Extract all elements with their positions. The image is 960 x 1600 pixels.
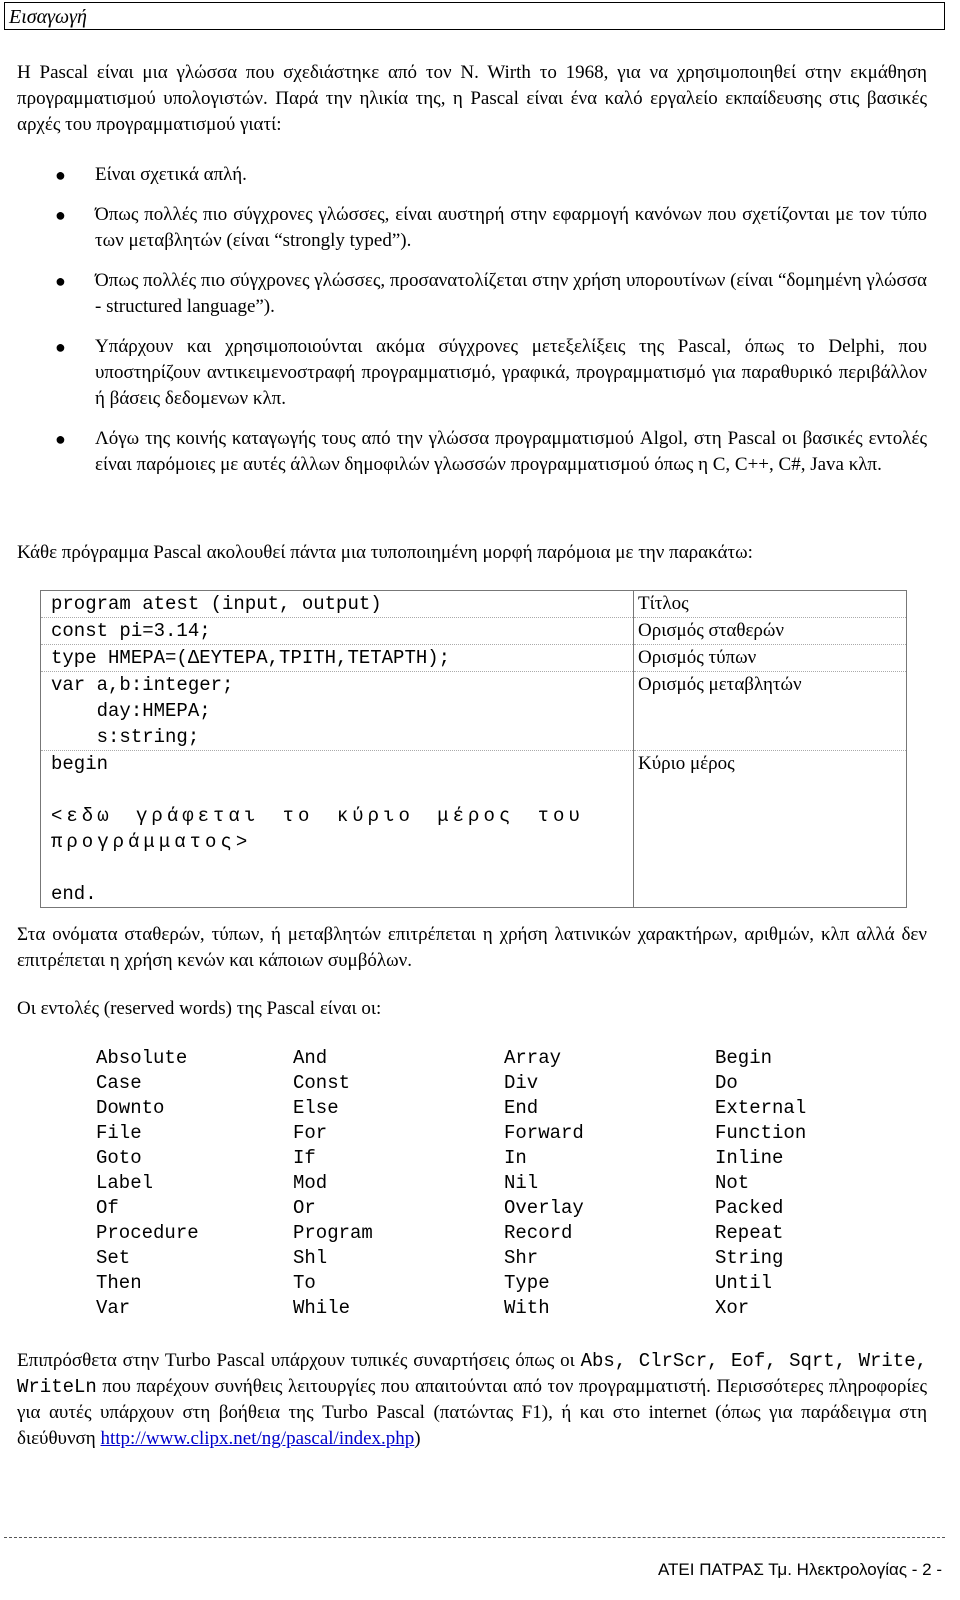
reserved-word: External xyxy=(715,1097,807,1119)
reserved-words-row xyxy=(96,1071,916,1096)
reserved-words-row xyxy=(96,1246,916,1271)
code-line-end: end. xyxy=(51,883,97,905)
reserved-word: Const xyxy=(293,1072,351,1094)
reserved-word: Goto xyxy=(96,1147,142,1169)
reserved-word: Forward xyxy=(504,1122,584,1144)
reserved-word: With xyxy=(504,1297,550,1319)
reserved-word: Downto xyxy=(96,1097,165,1119)
reserved-words-intro: Οι εντολές (reserved words) της Pascal είναι οι: xyxy=(17,998,382,1019)
program-template-table xyxy=(40,590,907,908)
reserved-word: Absolute xyxy=(96,1047,188,1069)
section-header xyxy=(4,2,945,30)
bullet-icon: ● xyxy=(55,337,66,357)
label-types: Ορισμός τύπων xyxy=(634,645,906,672)
reserved-words-row xyxy=(96,1196,916,1221)
reserved-words-row xyxy=(96,1096,916,1121)
code-line-main-comment: <εδω γράφεται το κύριο μέρος του προγράμματος> xyxy=(51,805,584,853)
reserved-word: Div xyxy=(504,1072,539,1094)
reserved-word: Else xyxy=(293,1097,339,1119)
reserved-word: And xyxy=(293,1047,328,1069)
reserved-word: While xyxy=(293,1297,351,1319)
features-list xyxy=(17,162,927,492)
reserved-word: If xyxy=(293,1147,316,1169)
footer-divider xyxy=(4,1537,945,1538)
code-line-type: type ΗΜΕΡΑ=(ΔΕΥΤΕΡΑ,ΤΡΙΤΗ,ΤΕΤΑΡΤΗ); xyxy=(41,645,633,672)
code-line-blank xyxy=(41,855,633,881)
code-line-day: day:ΗΜΕΡΑ; xyxy=(51,700,211,722)
extra-text-1: Επιπρόσθετα στην Turbo Pascal υπάρχουν τυπικές συναρτήσεις όπως οι xyxy=(17,1350,575,1371)
reserved-words-row xyxy=(96,1146,916,1171)
reserved-word: Program xyxy=(293,1222,373,1244)
reserved-word: Type xyxy=(504,1272,550,1294)
reserved-word: Record xyxy=(504,1222,573,1244)
reserved-word: To xyxy=(293,1272,316,1294)
reserved-word: Mod xyxy=(293,1172,328,1194)
reserved-word: Of xyxy=(96,1197,119,1219)
reserved-word: Repeat xyxy=(715,1222,784,1244)
reserved-word: String xyxy=(715,1247,784,1269)
reserved-words-row xyxy=(96,1271,916,1296)
list-item: ● Όπως πολλές πιο σύγχρονες γλώσσες, είναι αυστηρή στην εφαρμογή κανόνων που σχετίζονται με τον τύπο των μεταβλητών (είναι “strongly typed”). xyxy=(55,204,927,251)
list-item: ● Είναι σχετικά απλή. xyxy=(17,162,927,188)
program-form-intro: Κάθε πρόγραμμα Pascal ακολουθεί πάντα μια τυποποιημένη μορφή παρόμοια με την παρακάτω: xyxy=(17,542,753,563)
reserved-word: Do xyxy=(715,1072,738,1094)
reserved-word: Label xyxy=(96,1172,154,1194)
section-title: Εισαγωγή xyxy=(9,6,87,28)
reserved-words-row xyxy=(96,1046,916,1071)
reserved-word: For xyxy=(293,1122,328,1144)
extra-functions-paragraph xyxy=(17,1348,927,1452)
reserved-word: Then xyxy=(96,1272,142,1294)
label-main: Κύριο μέρος xyxy=(634,750,906,777)
reserved-word: Array xyxy=(504,1047,562,1069)
naming-rule-paragraph: Στα ονόματα σταθερών, τύπων, ή μεταβλητών επιτρέπεται η χρήση λατινικών χαρακτήρων, αριθμών, κλπ αλλά δεν επιτρέπεται η χρήση κενών και κάποιων συμβόλων. xyxy=(17,924,927,971)
reserved-words-row xyxy=(96,1171,916,1196)
reserved-word: Var xyxy=(96,1297,131,1319)
reserved-word: Or xyxy=(293,1197,316,1219)
code-line-begin: begin xyxy=(41,750,633,777)
label-title: Τίτλος xyxy=(634,591,906,618)
extra-text-3: ) xyxy=(414,1428,421,1449)
reserved-word: Overlay xyxy=(504,1197,584,1219)
reserved-word: Case xyxy=(96,1072,142,1094)
bullet-icon: ● xyxy=(55,429,66,449)
reserved-word: Begin xyxy=(715,1047,773,1069)
bullet-icon: ● xyxy=(55,271,66,291)
list-item: ● Όπως πολλές πιο σύγχρονες γλώσσες, προσανατολίζεται στην χρήση υπορουτίνων (είναι “δομημένη γλώσσα - structured language”). xyxy=(55,270,927,317)
intro-paragraph: Η Pascal είναι μια γλώσσα που σχεδιάστηκε από τον N. Wirth το 1968, για να χρησιμοποιηθεί στην εκμάθηση προγραμματισμού υπολογιστών. Παρά την ηλικία της, η Pascal είναι ένα καλό εργαλείο εκπαίδευσης στις βασικές αρχές του προγραμματισμού γιατί: xyxy=(17,62,927,135)
reserved-word: Packed xyxy=(715,1197,784,1219)
page-footer: ΑΤΕΙ ΠΑΤΡΑΣ Τμ. Ηλεκτρολογίας - 2 - xyxy=(657,1560,942,1579)
reserved-word: File xyxy=(96,1122,142,1144)
reserved-word: Inline xyxy=(715,1147,784,1169)
reserved-word: Until xyxy=(715,1272,773,1294)
reserved-word: In xyxy=(504,1147,527,1169)
list-item: ● Λόγω της κοινής καταγωγής τους από την γλώσσα προγραμματισμού Algol, στη Pascal οι βασικές εντολές είναι παρόμοιες με αυτές άλλων δημοφιλών γλωσσών προγραμματισμού όπως η C, C++, C#, Java κλπ. xyxy=(55,428,927,475)
list-item: ● Υπάρχουν και χρησιμοποιούνται ακόμα σύγχρονες μετεξελίξεις της Pascal, όπως το Delphi, που υποστηρίζουν αντικειμενοστραφή προγραμματισμό, γραφικά, προγραμματισμό για παραθυρικό περιβάλλον ή βάσεις δεδομενων κλπ. xyxy=(55,336,927,409)
code-line-var: var a,b:integer; xyxy=(51,674,234,696)
program-description-cell xyxy=(634,591,907,908)
reserved-word: Nil xyxy=(504,1172,539,1194)
reserved-word: Shr xyxy=(504,1247,539,1269)
reserved-words-table xyxy=(96,1046,916,1321)
reserved-words-row xyxy=(96,1296,916,1321)
reserved-word: Shl xyxy=(293,1247,328,1269)
reserved-word: Not xyxy=(715,1172,750,1194)
function-names: Abs, ClrScr, Eof, Sqrt, Write, WriteLn xyxy=(17,1350,928,1398)
reserved-word: Xor xyxy=(715,1297,750,1319)
code-line-blank xyxy=(41,777,633,803)
reserved-words-row xyxy=(96,1121,916,1146)
reserved-word: Procedure xyxy=(96,1222,199,1244)
bullet-icon: ● xyxy=(55,165,66,185)
reserved-word: Function xyxy=(715,1122,807,1144)
bullet-icon: ● xyxy=(55,205,66,225)
pascal-reference-link[interactable]: http://www.clipx.net/ng/pascal/index.php xyxy=(100,1428,415,1449)
label-variables: Ορισμός μεταβλητών xyxy=(638,674,802,695)
label-constants: Ορισμός σταθερών xyxy=(634,618,906,645)
code-line-string: s:string; xyxy=(51,726,200,748)
reserved-word: Set xyxy=(96,1247,131,1269)
program-code-cell xyxy=(41,591,634,908)
extra-text-2: που παρέχουν συνήθεις λειτουργίες που απαιτούνται από τον προγραμματιστή. Περισσότερες πληροφορίες για αυτές υπάρχουν στη βοήθεια της Turbo Pascal (πατώντας F1), ή και στο internet (όπως για παράδειγμα στη διεύθυνση xyxy=(17,1376,927,1449)
reserved-word: End xyxy=(504,1097,539,1119)
code-line-const: const pi=3.14; xyxy=(41,618,633,645)
reserved-words-row xyxy=(96,1221,916,1246)
code-line-program: program atest (input, output) xyxy=(41,591,633,618)
